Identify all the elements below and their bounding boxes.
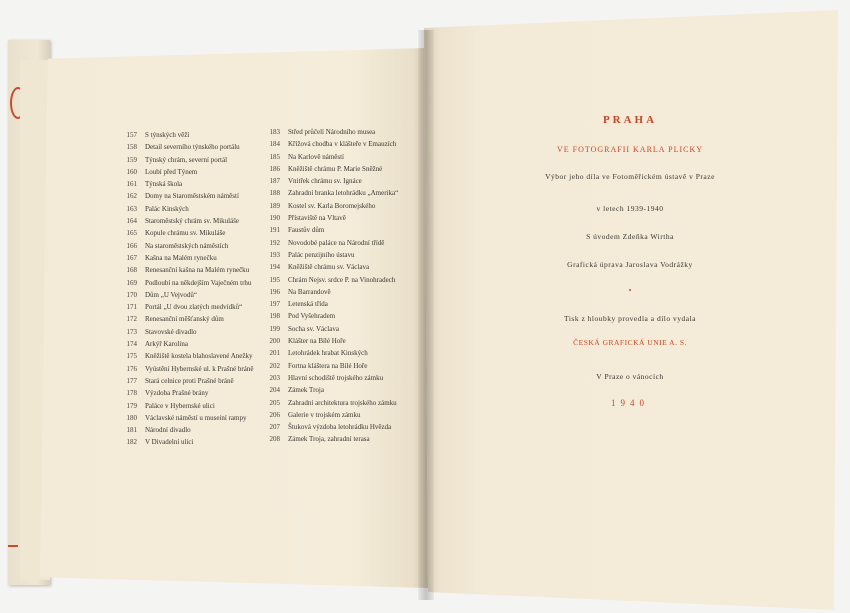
plate-number: 191 [269,226,280,235]
plate-number: 208 [269,435,280,444]
plate-number: 203 [269,373,280,382]
plate-number: 175 [126,352,137,361]
plate-number: 193 [269,250,280,259]
plate-title: Palác Kinských [145,204,189,213]
plate-list-item [115,375,253,387]
plate-list-item [115,326,253,338]
plate-list-item [258,323,398,335]
plate-number: 170 [126,290,137,299]
plate-list-item [258,237,398,249]
plate-number: 195 [269,275,280,284]
publication-year: 1940 [611,398,649,408]
plate-number: 165 [126,229,137,238]
plate-title: Dům „U Vejvodů“ [145,290,197,299]
printer-line: Tisk z hloubky provedla a dílo vydala [564,314,696,323]
plate-title: Křížová chodba v klášteře v Emauzích [288,140,397,149]
plate-title: Fortna kláštera na Bílé Hoře [288,361,368,370]
plate-title: Paláce v Hybernské ulici [145,401,215,410]
plate-title: Loubí před Týnem [145,167,198,176]
plate-list-item [115,141,253,153]
plate-list-item [258,298,398,310]
plate-list-item [115,424,253,436]
plate-list-item [258,212,398,224]
plate-number: 206 [269,410,280,419]
plate-list-item [115,166,253,178]
plate-title: Detail severního týnského portálu [145,143,240,152]
plate-number: 161 [126,180,137,189]
plate-title: S týnských věží [145,131,190,139]
plate-number: 190 [269,214,280,223]
subtitle-years: v letech 1939-1940 [596,204,664,213]
plate-list-item [115,436,253,448]
plate-number: 176 [126,364,137,373]
plate-list-item [258,421,398,433]
plate-title: Střed průčelí Národního musea [288,128,376,136]
plate-list-item [258,151,398,163]
plate-list-item [258,175,398,187]
plate-title: Portál „U dvou zlatých medvídků“ [145,303,243,312]
plate-number: 186 [269,164,280,173]
plate-number: 201 [269,349,280,358]
plate-list-item [115,338,253,350]
plate-title: Štuková výzdoba letohrádku Hvězda [288,423,392,432]
plate-number: 200 [269,337,280,346]
plate-list-item [258,347,398,359]
plate-title: Kněžiště chrámu P. Marie Sněžné [288,164,383,173]
plate-title: Podloubí na někdejším Vaječném trhu [145,278,252,287]
plate-number: 171 [126,303,137,312]
plate-number: 207 [269,423,280,432]
plate-title: Na staroměstských náměstích [145,241,229,250]
right-page [424,10,838,610]
plate-list-item [115,154,253,166]
plate-list-item [258,187,398,199]
plate-title: Letenská třída [288,300,328,309]
publisher-name: ČESKÁ GRAFICKÁ UNIE A. S. [573,338,687,347]
plate-list-item [258,200,398,212]
plate-number: 177 [126,376,137,385]
plate-title: Na Barrandově [288,287,331,296]
plate-list-item [115,412,253,424]
plate-list-item [115,289,253,301]
plate-number: 197 [269,300,280,309]
cover-red-mark [8,545,18,547]
plate-number: 182 [126,438,137,447]
plate-list-item [115,264,253,276]
plate-title: Kostel sv. Karla Boromejského [288,201,376,210]
plate-number: 174 [126,340,137,349]
plate-number: 184 [269,140,280,149]
plate-number: 158 [126,143,137,152]
plate-number: 199 [269,324,280,333]
plate-list-item [115,277,253,289]
plate-number: 160 [126,167,137,176]
plate-title: Zámek Troja, zahradní terasa [288,435,370,444]
plate-number: 205 [269,398,280,407]
plate-number: 202 [269,361,280,370]
plate-title: Kopule chrámu sv. Mikuláše [145,229,226,238]
plate-list-item [115,252,253,264]
plate-title: Vyústění Hybernské ul. k Prašné bráně [145,364,254,373]
plate-list-item [115,215,253,227]
plate-list-item [258,335,398,347]
plate-title: Na Karlově náměstí [288,152,344,161]
plate-list-item [115,178,253,190]
subtitle-selection: Výbor jeho díla ve Fotoměřickém ústavě v Praze [545,172,715,181]
plate-title: Týnský chrám, severní portál [145,155,228,164]
plate-title: Kněžiště kostela blahoslavené Anežky [145,352,253,361]
plate-number: 178 [126,389,137,398]
plate-title: Václavské náměstí u museiní rampy [145,413,247,422]
plate-number: 179 [126,401,137,410]
plate-number: 167 [126,253,137,262]
plate-number: 172 [126,315,137,324]
plate-title: Renesanční měšťanský dům [145,315,224,324]
plate-title: Pod Vyšehradem [288,312,336,321]
plate-list-item [115,363,253,375]
plate-list-item [258,126,398,138]
plate-title: Palác penzijního ústavu [288,250,355,259]
plate-number: 196 [269,287,280,296]
plate-title: Stavovské divadlo [145,327,197,336]
plate-list-item [258,286,398,298]
plate-number: 188 [269,189,280,198]
plate-list-right [258,126,398,446]
plate-number: 173 [126,327,137,336]
plate-number: 168 [126,266,137,275]
plate-title: Faustův dům [288,226,325,235]
plate-title: Národní divadlo [145,426,191,435]
plate-list-item [115,350,253,362]
plate-number: 187 [269,177,280,186]
plate-title: Hlavní schodiště trojského zámku [288,373,384,382]
plate-list-item [258,397,398,409]
plate-number: 194 [269,263,280,272]
plate-title: Staroměstský chrám sv. Mikuláše [145,217,240,226]
plate-list-item [258,138,398,150]
plate-list-item [258,310,398,322]
subtitle-introduction: S úvodem Zdeňka Wirtha [586,232,674,241]
title-praha: PRAHA [602,114,658,126]
plate-number: 166 [126,241,137,250]
plate-number: 164 [126,217,137,226]
plate-title: Galerie v trojském zámku [288,410,361,419]
subtitle-design: Grafická úprava Jaroslava Vodrážky [567,260,693,269]
plate-number: 169 [126,278,137,287]
plate-number: 204 [269,386,280,395]
plate-number: 163 [126,204,137,213]
plate-title: Kněžiště chrámu sv. Václava [288,263,370,272]
place-date: V Praze o vánocích [596,372,664,381]
plate-title: V Divadelní ulici [145,438,194,447]
plate-title: Kašna na Malém rynečku [145,253,217,262]
plate-number: 180 [126,413,137,422]
plate-number: 183 [269,128,280,136]
plate-list-item [115,129,253,141]
plate-title: Stará celnice proti Prašné bráně [145,376,234,385]
plate-list-item [115,400,253,412]
plate-number: 159 [126,155,137,164]
plate-title: Socha sv. Václava [288,324,339,333]
plate-number: 189 [269,201,280,210]
plate-title: Renesanční kašna na Malém rynečku [145,266,250,275]
plate-number: 198 [269,312,280,321]
subtitle-photographer: VE FOTOGRAFII KARLA PLICKY [556,145,704,154]
plate-list-item [115,301,253,313]
plate-number: 157 [126,131,137,139]
plate-list-item [115,313,253,325]
plate-title: Domy na Staroměstském náměstí [145,192,239,201]
plate-list-item [258,274,398,286]
plate-list-item [258,384,398,396]
plate-list-item [115,190,253,202]
plate-title: Novodobé paláce na Národní třídě [288,238,385,247]
plate-list-item [258,261,398,273]
plate-list-item [115,387,253,399]
plate-title: Arkýř Karolina [145,340,188,349]
plate-title: Výzdoba Prašné brány [145,389,209,398]
plate-title: Chrám Nejsv. srdce P. na Vinohradech [288,275,396,284]
plate-list-item [258,372,398,384]
plate-list-left [115,129,253,449]
plate-number: 185 [269,152,280,161]
plate-title: Týnská škola [145,180,183,189]
plate-number: 181 [126,426,137,435]
plate-list-item [115,203,253,215]
plate-list-item [258,163,398,175]
ornament-dot: • [628,286,632,295]
plate-list-item [115,227,253,239]
plate-title: Zahradní branka letohrádku „Amerika“ [288,189,399,198]
plate-number: 162 [126,192,137,201]
plate-title: Přístaviště na Vltavě [288,214,346,223]
plate-number: 192 [269,238,280,247]
plate-list-item [258,433,398,445]
plate-title: Vnitřek chrámu sv. Ignáce [288,177,362,186]
plate-title: Letohrádek hrabat Kinských [288,349,368,358]
plate-title: Zahradní architektura trojského zámku [288,398,397,407]
plate-list-item [258,409,398,421]
plate-title: Zámek Troja [288,386,324,395]
plate-list-item [115,240,253,252]
plate-title: Klášter na Bílé Hoře [288,337,346,346]
plate-list-item [258,360,398,372]
plate-list-item [258,224,398,236]
plate-list-item [258,249,398,261]
